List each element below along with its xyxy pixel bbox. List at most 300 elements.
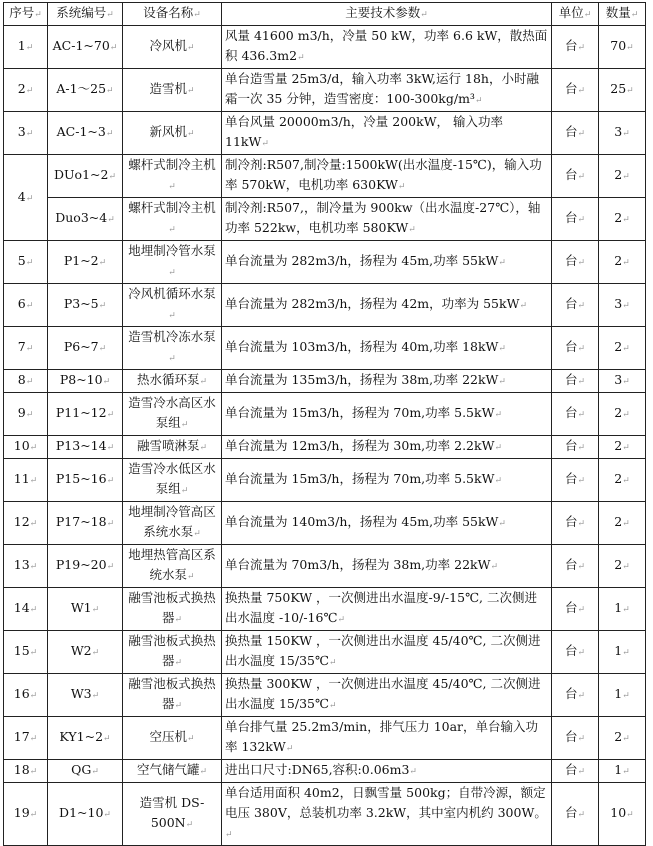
cell-unit [552,155,599,198]
paragraph-mark: ↵ [622,129,630,139]
cell-code [48,69,123,112]
paragraph-mark: ↵ [577,605,586,615]
cell-no [4,370,48,393]
cell-qty [599,284,646,327]
cell-qty [599,674,646,717]
cell-params [222,760,552,783]
table-row [4,112,646,155]
cell-name-text: 冷风机循环水泵 [128,286,216,301]
paragraph-mark: ↵ [103,734,111,744]
cell-code [48,155,123,198]
header-row [4,3,646,26]
cell-name [123,760,222,783]
header-qty: 数量↵ [599,3,646,26]
cell-no-text: 17 [13,729,30,744]
cell-params [222,783,552,846]
cell-unit [552,783,599,846]
paragraph-mark: ↵ [622,648,630,658]
paragraph-mark: ↵ [91,648,100,658]
paragraph-mark: ↵ [577,476,586,486]
cell-params-text: 单台流量为 282m3/h，扬程为 42m，功率为 55kW [225,296,520,311]
cell-qty [599,69,646,112]
cell-qty [599,760,646,783]
cell-params-text: 单台流量为 135m3/h，扬程为 38m,功率 22kW [225,372,499,387]
cell-params-text: 单台流量为 15m3/h，扬程为 70m,功率 5.5kW [225,405,495,420]
paragraph-mark: ↵ [199,377,208,387]
table-row [4,783,646,846]
paragraph-mark: ↵ [29,691,38,701]
paragraph-mark: ↵ [498,258,506,268]
cell-qty [599,112,646,155]
paragraph-mark: ↵ [91,691,100,701]
cell-no [4,502,48,545]
paragraph-mark: ↵ [622,172,630,182]
paragraph-mark: ↵ [108,172,116,182]
cell-unit-text: 台 [564,600,578,615]
cell-qty [599,783,646,846]
paragraph-mark: ↵ [29,519,38,529]
header-name: 设备名称↵ [123,3,222,26]
cell-qty [599,588,646,631]
cell-no [4,241,48,284]
cell-name-text: 融雪池板式换热器 [128,590,216,625]
paragraph-mark: ↵ [29,443,38,453]
cell-params [222,370,552,393]
cell-name-text: 融雪池板式换热器 [128,676,216,711]
table-row [4,436,646,459]
paragraph-mark: ↵ [29,476,38,486]
cell-code-text: P8~10 [59,372,103,387]
cell-no-text: 8 [17,372,26,387]
paragraph-mark: ↵ [25,410,34,420]
cell-name [123,198,222,241]
paragraph-mark: ↵ [186,43,195,53]
cell-qty-text: 10 [610,805,627,820]
cell-code-text: AC-1~3 [56,124,106,139]
paragraph-mark: ↵ [25,258,34,268]
paragraph-mark: ↵ [622,410,630,420]
paragraph-mark: ↵ [109,43,118,53]
cell-unit [552,370,599,393]
paragraph-mark: ↵ [174,658,183,668]
cell-code [48,284,123,327]
cell-params [222,284,552,327]
cell-unit [552,717,599,760]
paragraph-mark: ↵ [408,225,416,235]
paragraph-mark: ↵ [106,443,115,453]
cell-name [123,459,222,502]
cell-no-text: 10 [13,438,30,453]
cell-params-text: 单台造雪量 25m3/d，输入功率 3kW,运行 18h，小时融霜一次 35 分钟，造雪密度：100-300kg/m³ [225,71,539,106]
cell-unit [552,631,599,674]
cell-params-text: 制冷剂:R507,，制冷量为 900kw（出水温度-27℃），轴功率 522kw，电机功率 580KW [225,200,541,235]
cell-name [123,155,222,198]
cell-name-text: 融雪池板式换热器 [128,633,216,668]
cell-params-text: 单台适用面积 40m2，日飘雪量 500kg；自带冷源，额定电压 380V，总装机功率 3.2kW，其中室内机约 300W。 [225,785,547,820]
cell-params [222,631,552,674]
cell-qty [599,436,646,459]
table-row [4,284,646,327]
paragraph-mark: ↵ [102,377,111,387]
cell-code [48,459,123,502]
cell-params [222,436,552,459]
cell-unit [552,459,599,502]
cell-unit-text: 台 [564,729,578,744]
cell-unit [552,26,599,69]
cell-params-text: 风量 41600 m3/h，冷量 50 kW，功率 6.6 kW，散热面积 436.3m2 [225,28,548,63]
cell-qty-text: 25 [610,81,627,96]
cell-code-text: P3~5 [63,296,99,311]
cell-name-text: 融雪喷淋泵 [136,438,200,453]
cell-params [222,459,552,502]
cell-qty-text: 1 [614,643,623,658]
cell-code-text: W3 [70,686,92,701]
paragraph-mark: ↵ [622,605,630,615]
header-params: 主要技术参数↵ [222,3,552,26]
paragraph-mark: ↵ [186,86,195,96]
paragraph-mark: ↵ [29,562,38,572]
cell-params [222,393,552,436]
cell-code-text: P17~18 [55,514,107,529]
table-row [4,588,646,631]
cell-unit-text: 台 [564,557,578,572]
paragraph-mark: ↵ [622,215,630,225]
paragraph-mark: ↵ [180,486,189,496]
cell-params [222,198,552,241]
paragraph-mark: ↵ [397,182,406,192]
paragraph-mark: ↵ [106,562,115,572]
cell-unit-text: 台 [564,686,578,701]
paragraph-mark: ↵ [577,86,586,96]
cell-code [48,717,123,760]
paragraph-mark: ↵ [91,767,99,777]
cell-no-text: 7 [17,339,26,354]
cell-code [48,241,123,284]
paragraph-mark: ↵ [519,301,527,311]
cell-no-text: 18 [13,762,30,777]
paragraph-mark: ↵ [622,691,630,701]
paragraph-mark: ↵ [622,767,630,777]
cell-params [222,241,552,284]
header-no: 序号↵ [4,3,48,26]
paragraph-mark: ↵ [494,410,502,420]
cell-params-text: 单台流量为 12m3/h，扬程为 30m,功率 2.2kW [225,438,495,453]
paragraph-mark: ↵ [186,734,195,744]
paragraph-mark: ↵ [577,691,586,701]
cell-unit-text: 台 [564,471,578,486]
paragraph-mark: ↵ [498,344,506,354]
paragraph-mark: ↵ [577,734,586,744]
paragraph-mark: ↵ [577,344,586,354]
paragraph-mark: ↵ [498,377,506,387]
table-row [4,545,646,588]
table-row [4,69,646,112]
paragraph-mark: ↵ [174,615,183,625]
cell-no [4,459,48,502]
paragraph-mark: ↵ [91,605,100,615]
cell-code-text: W2 [70,643,92,658]
paragraph-mark: ↵ [577,258,586,268]
cell-name [123,393,222,436]
cell-no [4,674,48,717]
cell-no-text: 6 [17,296,26,311]
paragraph-mark: ↵ [174,701,183,711]
paragraph-mark: ↵ [29,648,38,658]
paragraph-mark: ↵ [106,86,114,96]
paragraph-mark: ↵ [168,311,176,321]
paragraph-mark: ↵ [626,86,634,96]
cell-no-text: 19 [13,805,30,820]
cell-code [48,436,123,459]
cell-name [123,545,222,588]
cell-no-text: 14 [13,600,30,615]
cell-no-text: 16 [13,686,30,701]
paragraph-mark: ↵ [25,129,34,139]
cell-no [4,545,48,588]
cell-name [123,588,222,631]
paragraph-mark: ↵ [577,443,586,453]
cell-code [48,502,123,545]
cell-qty-text: 2 [614,405,623,420]
header-code: 系统编号↵ [48,3,123,26]
cell-unit-text: 台 [564,372,578,387]
cell-no [4,327,48,370]
paragraph-mark: ↵ [622,562,630,572]
cell-params [222,69,552,112]
cell-no [4,588,48,631]
cell-name-text: 螺杆式制冷主机 [128,200,216,215]
cell-code [48,588,123,631]
paragraph-mark: ↵ [626,810,634,820]
paragraph-mark: ↵ [105,129,114,139]
cell-name [123,241,222,284]
table-row [4,26,646,69]
paragraph-mark: ↵ [577,410,586,420]
cell-unit-text: 台 [564,253,578,268]
paragraph-mark: ↵ [474,96,483,106]
table-row [4,674,646,717]
cell-name-text: 空压机 [149,729,187,744]
paragraph-mark: ↵ [29,605,38,615]
cell-unit-text: 台 [564,167,578,182]
cell-no-text: 1 [17,38,26,53]
paragraph-mark: ↵ [577,562,586,572]
paragraph-mark: ↵ [577,810,586,820]
cell-params [222,588,552,631]
cell-code [48,393,123,436]
paragraph-mark: ↵ [622,476,630,486]
cell-unit-text: 台 [564,38,578,53]
cell-code-text: P11~12 [55,405,107,420]
cell-name-text: 螺杆式制冷主机 [128,157,216,172]
cell-qty-text: 2 [614,471,623,486]
cell-no-text: 3 [17,124,26,139]
cell-qty-text: 2 [614,253,623,268]
paragraph-mark: ↵ [577,43,586,53]
paragraph-mark: ↵ [98,344,107,354]
paragraph-mark: ↵ [199,443,208,453]
cell-params-text: 换热量 750KW ，一次侧进出水温度-9/-15℃, 二次侧进出水温度 -10/-16℃ [225,590,537,625]
cell-code-text: P6~7 [63,339,99,354]
equipment-table [3,2,646,846]
paragraph-mark: ↵ [337,615,345,625]
cell-code-text: W1 [70,600,92,615]
cell-unit [552,393,599,436]
cell-name [123,112,222,155]
paragraph-mark: ↵ [106,410,115,420]
cell-qty [599,459,646,502]
cell-unit-text: 台 [564,514,578,529]
table-row [4,198,646,241]
paragraph-mark: ↵ [186,129,195,139]
cell-unit [552,327,599,370]
table-row [4,760,646,783]
cell-no-text: 4 [17,188,26,204]
paragraph-mark: ↵ [25,301,34,311]
cell-name [123,783,222,846]
cell-unit-text: 台 [564,124,578,139]
cell-qty [599,545,646,588]
cell-code-text: Duo3~4 [55,210,108,225]
header-unit: 单位↵ [552,3,599,26]
cell-unit-text: 台 [564,81,578,96]
cell-unit [552,241,599,284]
cell-params [222,155,552,198]
paragraph-mark: ↵ [29,767,38,777]
cell-qty-text: 3 [614,296,623,311]
cell-qty-text: 3 [614,124,623,139]
cell-no [4,69,48,112]
cell-unit-text: 台 [564,805,578,820]
cell-unit [552,760,599,783]
cell-no-text: 5 [17,253,26,268]
paragraph-mark: ↵ [199,767,208,777]
cell-code-text: P1~2 [63,253,99,268]
cell-no [4,760,48,783]
paragraph-mark: ↵ [622,443,630,453]
cell-params [222,502,552,545]
cell-qty [599,155,646,198]
cell-unit [552,545,599,588]
cell-unit [552,112,599,155]
table-row [4,717,646,760]
cell-code [48,760,123,783]
cell-unit [552,502,599,545]
cell-params [222,674,552,717]
cell-name [123,674,222,717]
cell-code-text: KY1~2 [59,729,104,744]
cell-name [123,370,222,393]
cell-name-text: 冷风机 [149,38,187,53]
cell-qty-text: 2 [614,167,623,182]
cell-qty [599,502,646,545]
cell-params [222,26,552,69]
table-row [4,459,646,502]
cell-name-text: 空气储气罐 [136,762,200,777]
paragraph-mark: ↵ [577,767,586,777]
table-row [4,155,646,198]
cell-unit-text: 台 [564,210,578,225]
paragraph-mark: ↵ [622,344,630,354]
cell-name [123,717,222,760]
paragraph-mark: ↵ [103,810,111,820]
paragraph-mark: ↵ [25,344,34,354]
cell-unit-text: 台 [564,296,578,311]
paragraph-mark: ↵ [622,258,630,268]
cell-no [4,284,48,327]
cell-name-text: 造雪冷水高区水泵组 [128,395,216,430]
paragraph-mark: ↵ [107,215,115,225]
paragraph-mark: ↵ [225,830,233,840]
cell-no [4,717,48,760]
cell-params-text: 单台流量为 282m3/h，扬程为 45m,功率 55kW [225,253,499,268]
table-row [4,241,646,284]
cell-params-text: 单台流量为 140m3/h，扬程为 45m,功率 55kW [225,514,499,529]
paragraph-mark: ↵ [577,648,586,658]
cell-code [48,26,123,69]
paragraph-mark: ↵ [409,767,417,777]
paragraph-mark: ↵ [168,182,176,192]
equipment-table-container [3,2,646,846]
cell-qty [599,327,646,370]
cell-no-text: 9 [17,405,26,420]
cell-qty [599,26,646,69]
cell-unit-text: 台 [564,339,578,354]
paragraph-mark: ↵ [285,744,294,754]
cell-no [4,631,48,674]
paragraph-mark: ↵ [577,129,586,139]
paragraph-mark: ↵ [168,268,176,278]
paragraph-mark: ↵ [168,225,176,235]
cell-qty-text: 2 [614,438,623,453]
cell-name-text: 地埋热管高区系统水泵 [128,547,216,582]
cell-unit [552,588,599,631]
cell-code-text: AC-1~70 [52,38,110,53]
cell-no-text: 13 [13,557,30,572]
cell-params [222,112,552,155]
cell-no [4,26,48,69]
cell-no [4,112,48,155]
paragraph-mark: ↵ [622,301,630,311]
cell-params-text: 单台流量为 70m3/h，扬程为 38m,功率 22kW [225,557,491,572]
cell-name-text: 新风机 [149,124,187,139]
cell-params-text: 单台风量 20000m3/h，冷量 200kW， 输入功率 11kW [225,114,504,149]
cell-name-text: 造雪机 DS-500N [139,795,205,830]
cell-unit [552,436,599,459]
paragraph-mark: ↵ [168,354,176,364]
cell-name [123,327,222,370]
cell-name [123,69,222,112]
paragraph-mark: ↵ [185,820,194,830]
cell-code [48,631,123,674]
paragraph-mark: ↵ [193,529,201,539]
paragraph-mark: ↵ [622,734,630,744]
paragraph-mark: ↵ [490,562,499,572]
cell-code-text: P15~16 [55,471,107,486]
paragraph-mark: ↵ [577,377,586,387]
cell-code-text: P19~20 [55,557,107,572]
cell-code [48,370,123,393]
cell-code-text: P13~14 [55,438,107,453]
cell-qty-text: 2 [614,514,623,529]
cell-params-text: 单台流量为 15m3/h，扬程为 70m,功率 5.5kW [225,471,495,486]
cell-code [48,327,123,370]
paragraph-mark: ↵ [29,810,38,820]
cell-unit [552,69,599,112]
cell-unit [552,284,599,327]
paragraph-mark: ↵ [186,572,195,582]
cell-qty-text: 2 [614,557,623,572]
